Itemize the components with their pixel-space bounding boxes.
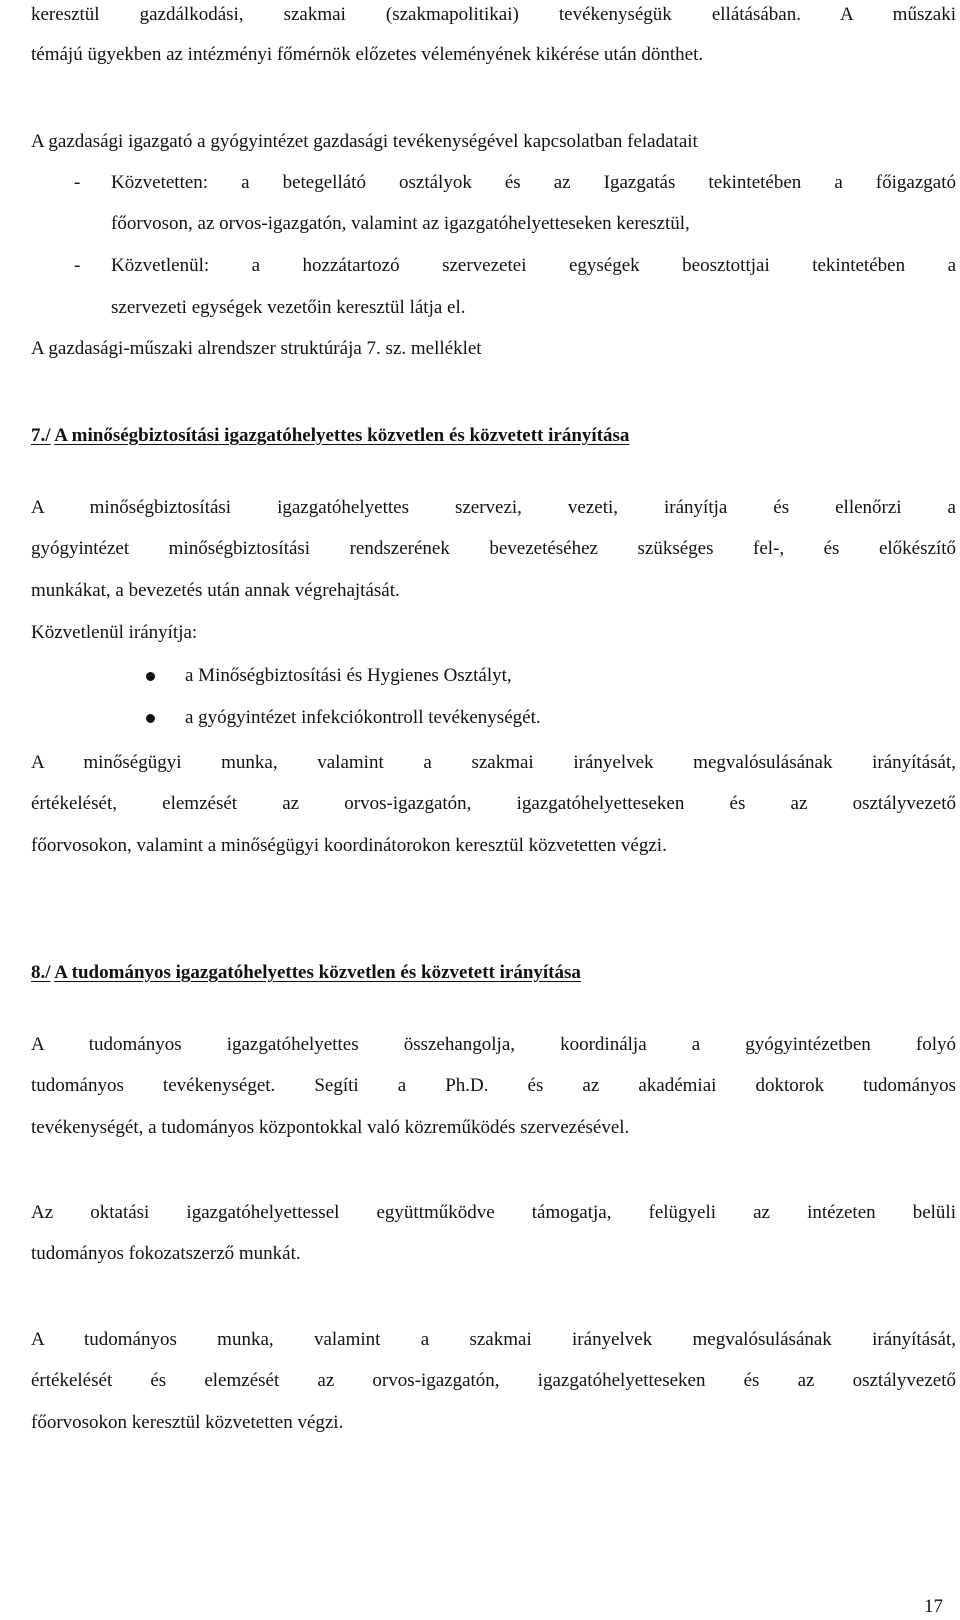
dash-marker-2: - xyxy=(74,255,81,276)
s7-p1-line3: munkákat, a bevezetés után annak végrehajtását. xyxy=(31,580,400,601)
section-8-heading xyxy=(31,962,956,984)
s7-bullet-item-2: a gyógyintézet infekciókontroll tevékenységét. xyxy=(185,707,541,728)
intro-line-1: keresztül gazdálkodási, szakmai (szakmapolitikai) tevékenységük ellátásában. A műszaki xyxy=(31,4,956,25)
s7-p1-line2: gyógyintézet minőségbiztosítási rendszerének bevezetéséhez szükséges fel-, és előkészítő xyxy=(31,538,956,559)
econ-annex-reference: A gazdasági-műszaki alrendszer struktúrája 7. sz. melléklet xyxy=(31,338,482,359)
s8-p3-line2: értékelését és elemzését az orvos-igazgatón, igazgatóhelyetteseken és az osztályvezető xyxy=(31,1370,956,1391)
s8-p2-line2: tudományos fokozatszerző munkát. xyxy=(31,1243,301,1264)
s7-p2-line2: értékelését, elemzését az orvos-igazgatón, igazgatóhelyetteseken és az osztályvezető xyxy=(31,793,956,814)
s7-p2-line1: A minőségügyi munka, valamint a szakmai irányelvek megvalósulásának irányítását, xyxy=(31,752,956,773)
econ-item2-line1: Közvetlenül: a hozzátartozó szervezetei egységek beosztottjai tekintetében a xyxy=(111,255,956,276)
s7-bullet-item-1: a Minőségbiztosítási és Hygienes Osztályt, xyxy=(185,665,512,686)
section-7-number: 7./ xyxy=(31,425,51,446)
intro-line-2: témájú ügyekben az intézményi főmérnök előzetes véleményének kikérése után dönthet. xyxy=(31,44,704,65)
s7-p2-line3: főorvosokon, valamint a minőségügyi koordinátorokon keresztül közvetetten végzi. xyxy=(31,835,667,856)
section-8-number: 8./ xyxy=(31,962,51,983)
section-7-heading xyxy=(31,425,956,447)
dash-marker-1: - xyxy=(74,172,81,193)
econ-item1-line1: Közvetetten: a betegellátó osztályok és az Igazgatás tekintetében a főigazgató xyxy=(111,172,956,193)
bullet-icon xyxy=(146,672,155,681)
econ-lead: A gazdasági igazgató a gyógyintézet gazdasági tevékenységével kapcsolatban feladatait xyxy=(31,131,698,152)
s8-p1-line3: tevékenységét, a tudományos központokkal való közreműködés szervezésével. xyxy=(31,1117,630,1138)
page-number: 17 xyxy=(924,1596,943,1617)
s8-p3-line1: A tudományos munka, valamint a szakmai irányelvek megvalósulásának irányítását, xyxy=(31,1329,956,1350)
s7-direct-label: Közvetlenül irányítja: xyxy=(31,622,198,643)
s8-p1-line1: A tudományos igazgatóhelyettes összehangolja, koordinálja a gyógyintézetben folyó xyxy=(31,1034,956,1055)
bullet-icon xyxy=(146,714,155,723)
s7-p1-line1: A minőségbiztosítási igazgatóhelyettes szervezi, vezeti, irányítja és ellenőrzi a xyxy=(31,497,956,518)
s8-p3-line3: főorvosokon keresztül közvetetten végzi. xyxy=(31,1412,344,1433)
econ-item2-line2: szervezeti egységek vezetőin keresztül látja el. xyxy=(111,297,466,318)
s8-p1-line2: tudományos tevékenységet. Segíti a Ph.D. és az akadémiai doktorok tudományos xyxy=(31,1075,956,1096)
econ-item1-line2: főorvoson, az orvos-igazgatón, valamint az igazgatóhelyetteseken keresztül, xyxy=(111,213,690,234)
s8-p2-line1: Az oktatási igazgatóhelyettessel együttműködve támogatja, felügyeli az intézeten belüli xyxy=(31,1202,956,1223)
section-8-title: A tudományos igazgatóhelyettes közvetlen és közvetett irányítása xyxy=(54,962,581,983)
section-7-title: A minőségbiztosítási igazgatóhelyettes közvetlen és közvetett irányítása xyxy=(54,425,630,446)
